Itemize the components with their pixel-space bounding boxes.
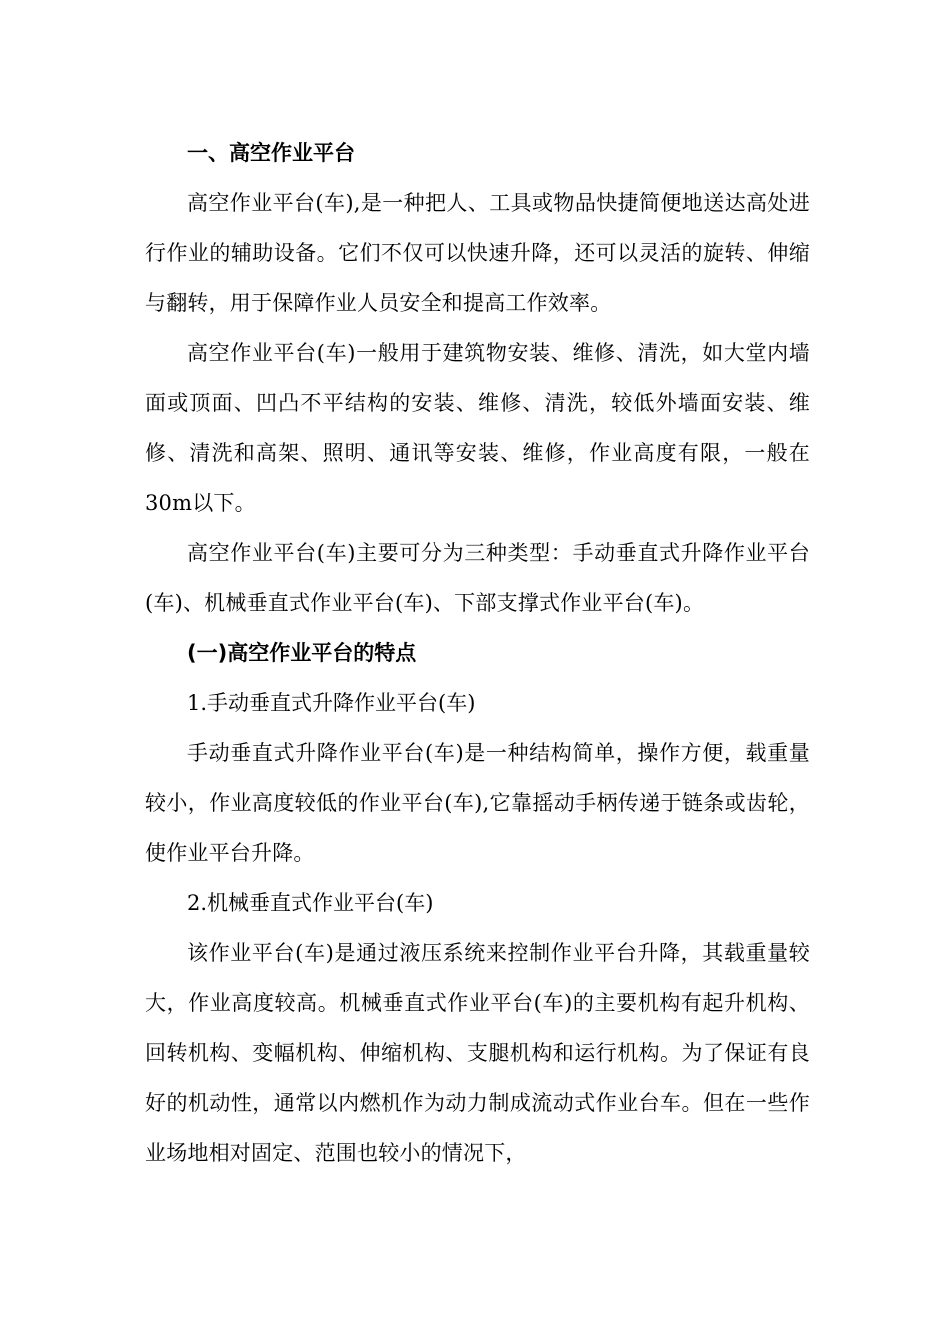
item-1-paragraph: 手动垂直式升降作业平台(车)是一种结构简单，操作方便，载重量较小，作业高度较低的作业平台(车),它靠摇动手柄传递于链条或齿轮，使作业平台升降。 <box>145 741 810 865</box>
item-2-title: 2.机械垂直式作业平台(车) <box>187 891 434 915</box>
section-heading: 一、高空作业平台 <box>187 141 355 165</box>
item-2-paragraph: 该作业平台(车)是通过液压系统来控制作业平台升降，其载重量较大，作业高度较高。机械垂直式作业平台(车)的主要机构有起升机构、回转机构、变幅机构、伸缩机构、支腿机构和运行机构。为了保证有良好的机动性，通常以内燃机作为动力制成流动式作业台车。但在一些作业场地相对固定、范围也较小的情况下， <box>145 941 810 1165</box>
subsection-heading: (一)高空作业平台的特点 <box>187 641 417 665</box>
intro-paragraph-2: 高空作业平台(车)一般用于建筑物安装、维修、清洗，如大堂内墙面或顶面、凹凸不平结构的安装、维修、清洗，较低外墙面安装、维修、清洗和高架、照明、通讯等安装、维修，作业高度有限，一般在30m以下。 <box>145 341 810 515</box>
intro-paragraph-3: 高空作业平台(车)主要可分为三种类型：手动垂直式升降作业平台(车)、机械垂直式作业平台(车)、下部支撑式作业平台(车)。 <box>145 541 810 615</box>
item-1-title: 1.手动垂直式升降作业平台(车) <box>187 691 476 715</box>
intro-paragraph-1: 高空作业平台(车),是一种把人、工具或物品快捷简便地送达高处进行作业的辅助设备。它们不仅可以快速升降，还可以灵活的旋转、伸缩与翻转，用于保障作业人员安全和提高工作效率。 <box>145 191 810 315</box>
document-body <box>145 128 810 1178</box>
